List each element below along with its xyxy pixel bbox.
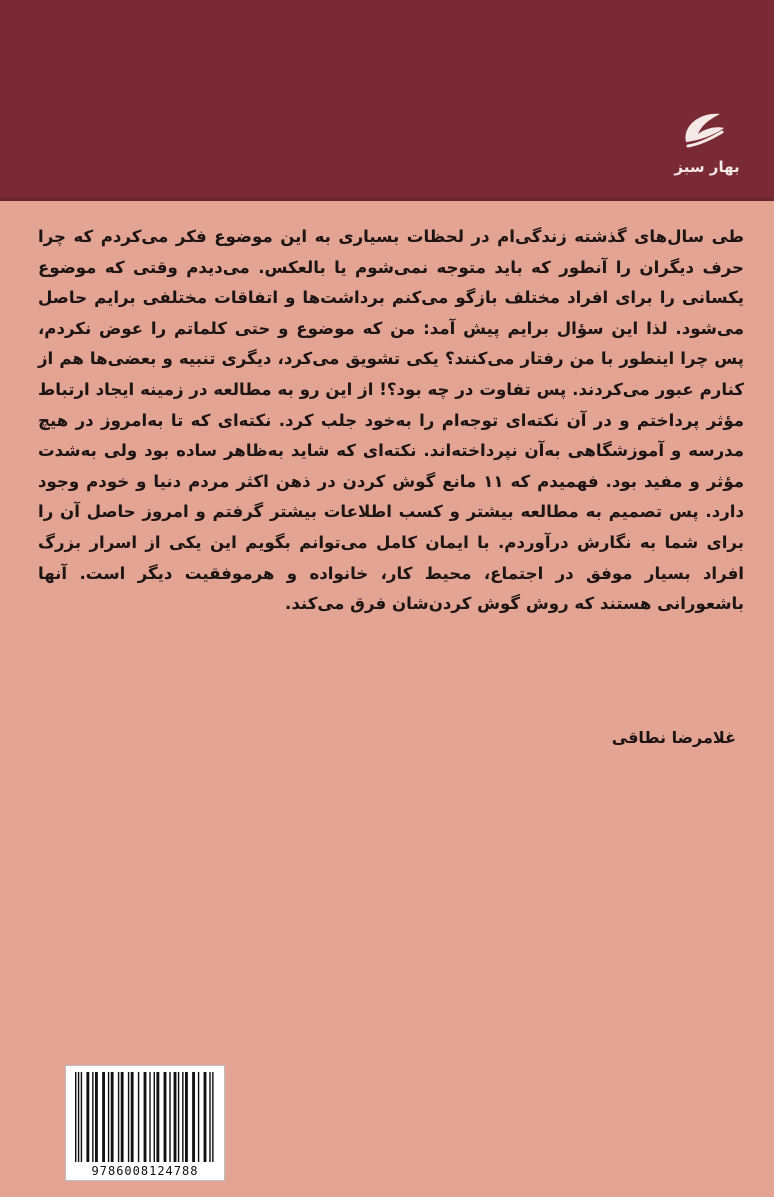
barcode-bar bbox=[144, 1072, 147, 1162]
barcode-bar bbox=[92, 1072, 93, 1162]
barcode-bar bbox=[118, 1072, 119, 1162]
isbn-barcode bbox=[65, 1065, 225, 1181]
band-divider bbox=[0, 198, 774, 201]
publisher-logo bbox=[672, 104, 742, 184]
barcode-bar bbox=[198, 1072, 199, 1162]
barcode-bar bbox=[156, 1072, 159, 1162]
barcode-bar bbox=[164, 1072, 167, 1162]
barcode-bar bbox=[149, 1072, 150, 1162]
leaf-icon bbox=[672, 104, 742, 158]
barcode-bar bbox=[138, 1072, 139, 1162]
barcode-bar bbox=[95, 1072, 98, 1162]
author-name: غلامرضا نطاقی bbox=[611, 728, 736, 747]
barcode-bar bbox=[185, 1072, 188, 1162]
back-cover-blurb: طی سال‌های گذشته زندگی‌ام در لحظات بسیاری به این موضوع فکر می‌کردم که چرا حرف دیگران را آنطور که باید متوجه نمی‌شوم یا بالعکس. می‌دیدم وقتی که موضوع یکسانی را برای افراد مختلف بازگو می‌کنم برداشت‌ها و اتفاقات مختلفی برایم حاصل می‌شود. لذا این سؤال برایم پیش آمد: من که موضوع و حتی کلماتم را عوض نکردم، پس چرا اینطور با من رفتار می‌کنند؟ یکی تشویق می‌کرد، دیگری تنبیه و بعضی‌ها هم از کنارم عبور می‌کردند. پس تفاوت در چه بود؟! از این رو به مطالعه در زمینه ایجاد ارتباط مؤثر پرداختم و در آن نکته‌ای توجه‌ام را به‌خود جلب کرد. نکته‌ای که تا به‌امروز در هیچ مدرسه و آموزشگاهی به‌آن نپرداخته‌اند. نکته‌ای که شاید به‌ظاهر ساده بود ولی به‌شدت مؤثر و مفید بود. فهمیدم که ۱۱ مانع گوش کردن در ذهن اکثر مردم دنیا و خودم وجود دارد. پس تصمیم به مطالعه بیشتر و کسب اطلاعات بیشتر گرفتم و امروز حاصل آن را برای شما به نگارش درآوردم. با ایمان کامل می‌توانم بگویم این یکی از اسرار بزرگ افراد بسیار موفق در اجتماع، محیط کار، خانواده و هرموفقیت دیگر است. آنها باشعورانی هستند که روش گوش کردن‌شان فرق می‌کند. bbox=[38, 227, 744, 614]
barcode-bars bbox=[75, 1072, 215, 1162]
barcode-bar bbox=[154, 1072, 155, 1162]
barcode-bar bbox=[131, 1072, 134, 1162]
barcode-bar bbox=[192, 1072, 195, 1162]
barcode-bar bbox=[78, 1072, 79, 1162]
barcode-bar bbox=[75, 1072, 76, 1162]
publisher-band bbox=[0, 0, 774, 198]
barcode-bar bbox=[81, 1072, 82, 1162]
barcode-bar bbox=[174, 1072, 177, 1162]
barcode-bar bbox=[182, 1072, 183, 1162]
barcode-bar bbox=[204, 1072, 207, 1162]
barcode-bar bbox=[169, 1072, 170, 1162]
barcode-bar bbox=[86, 1072, 89, 1162]
barcode-bar bbox=[209, 1072, 210, 1162]
barcode-bar bbox=[128, 1072, 129, 1162]
barcode-bar bbox=[108, 1072, 109, 1162]
barcode-bar bbox=[212, 1072, 213, 1162]
barcode-bar bbox=[178, 1072, 179, 1162]
barcode-bar bbox=[121, 1072, 124, 1162]
barcode-bar bbox=[102, 1072, 105, 1162]
publisher-name: بهار سبز bbox=[674, 158, 740, 176]
barcode-number: 9786008124788 bbox=[91, 1164, 199, 1178]
barcode-bar bbox=[111, 1072, 114, 1162]
